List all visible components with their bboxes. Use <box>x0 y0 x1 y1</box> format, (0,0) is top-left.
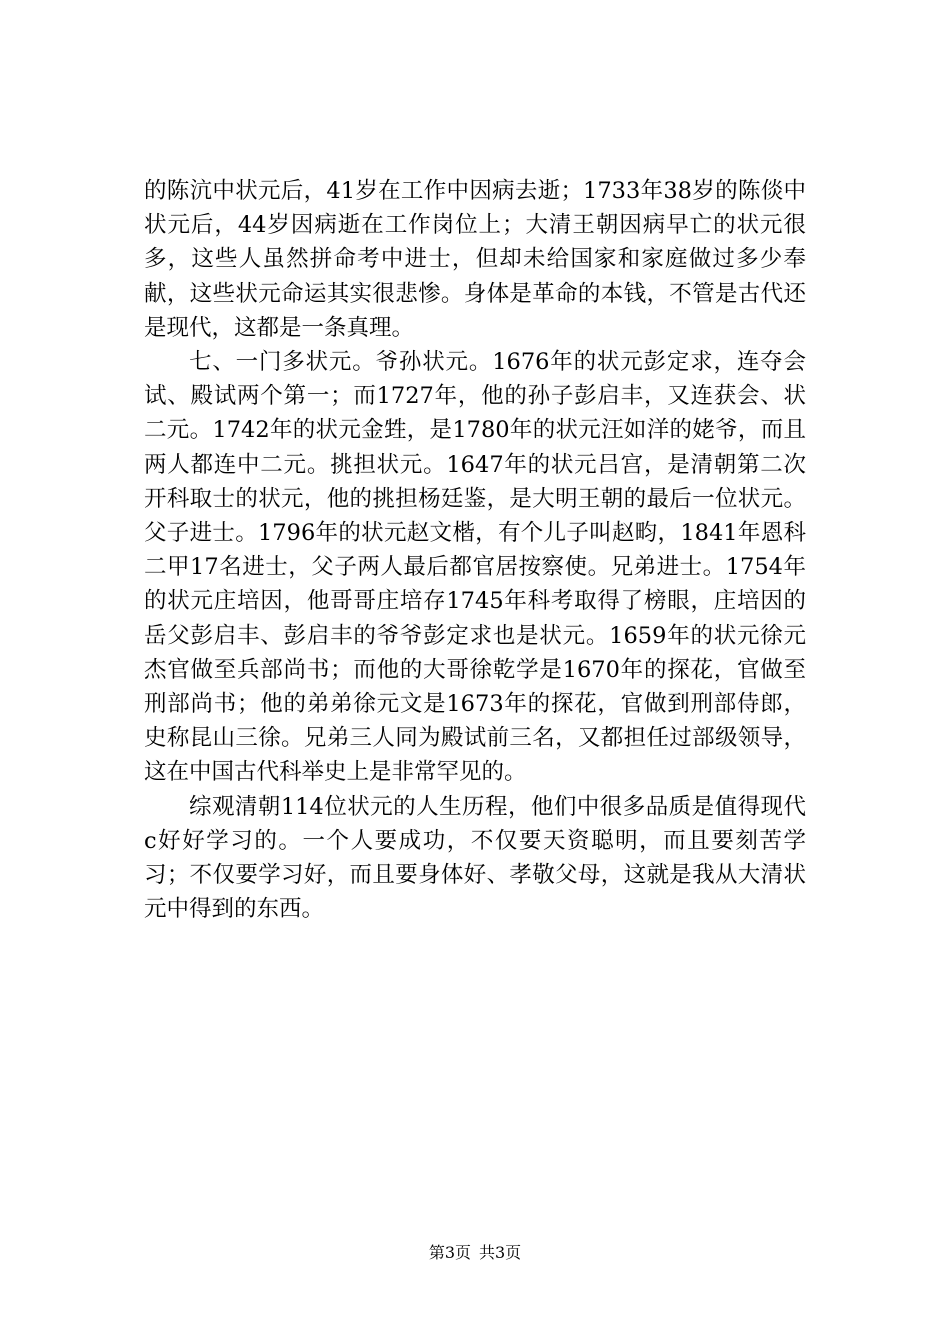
page-number: 第3页 <box>428 1243 471 1262</box>
document-body <box>144 174 806 926</box>
page-footer <box>0 1243 950 1263</box>
paragraph-3: 综观清朝114位状元的人生历程，他们中很多品质是值得现代c好好学习的。一个人要成功，不仅要天资聪明，而且要刻苦学习；不仅要学习好，而且要身体好、孝敬父母，这就是我从大清状元中得到的东西。 <box>144 793 806 923</box>
page-total: 共3页 <box>479 1243 522 1262</box>
paragraph-2: 七、一门多状元。爷孙状元。1676年的状元彭定求，连夺会试、殿试两个第一；而1727年，他的孙子彭启丰，又连获会、状二元。1742年的状元金甡，是1780年的状元汪如洋的姥爷，而且两人都连中二元。挑担状元。1647年的状元吕宫，是清朝第二次开科取士的状元，他的挑担杨廷鉴，是大明王朝的最后一位状元。父子进士。1796年的状元赵文楷，有个儿子叫赵畇，1841年恩科二甲17名进士，父子两人最后都官居按察使。兄弟进士。1754年的状元庄培因，他哥哥庄培存1745年科考取得了榜眼，庄培因的岳父彭启丰、彭启丰的爷爷彭定求也是状元。1659年的状元徐元杰官做至兵部尚书；而他的大哥徐乾学是1670年的探花，官做至刑部尚书；他的弟弟徐元文是1673年的探花，官做到刑部侍郎，史称昆山三徐。兄弟三人同为殿试前三名，又都担任过部级领导，这在中国古代科举史上是非常罕见的。 <box>144 349 806 786</box>
paragraph-1: 的陈沆中状元后，41岁在工作中因病去逝；1733年38岁的陈倓中状元后，44岁因病逝在工作岗位上；大清王朝因病早亡的状元很多，这些人虽然拼命考中进士，但却未给国家和家庭做过多少奉献，这些状元命运其实很悲惨。身体是革命的本钱，不管是古代还是现代，这都是一条真理。 <box>144 178 806 341</box>
